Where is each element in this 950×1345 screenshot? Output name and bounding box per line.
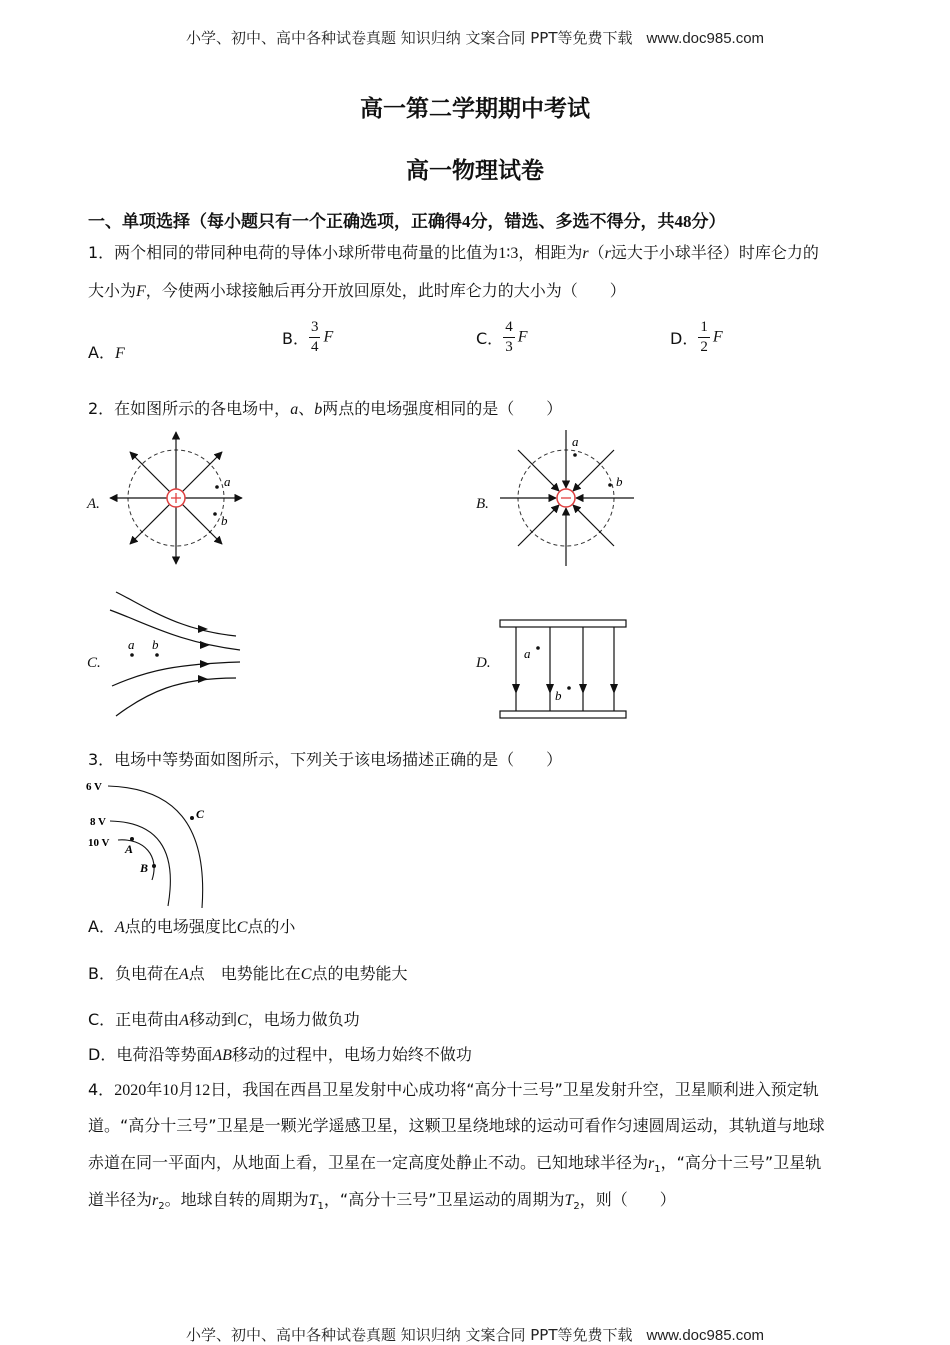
q4-subscript: 1 <box>317 1201 324 1213</box>
q2-var-a: a <box>290 401 299 418</box>
option-label: D． <box>670 329 699 348</box>
q4-subscript: 2 <box>573 1201 580 1213</box>
figure-d-parallel-plates <box>496 616 632 722</box>
point-b <box>608 483 612 487</box>
q1-text: 远大于小球半径）时库仑力的 <box>610 243 819 262</box>
point-b-label: b <box>616 474 623 489</box>
q4-year: 2020 <box>114 1082 147 1099</box>
q1-option-c[interactable] <box>476 318 527 357</box>
q4-text: 月 <box>178 1080 195 1099</box>
option-text: C．正电荷由 <box>88 1010 180 1029</box>
option-text: 点的电势能大 <box>311 964 408 983</box>
figure-b-negative-charge <box>500 428 640 568</box>
q1-var-F: F <box>136 283 146 300</box>
point-b-label: b <box>555 688 562 703</box>
section-text-2: 分，错选、多选不得分，共 <box>470 212 675 232</box>
option-text: A． <box>88 917 115 936</box>
q2-figure-b-label[interactable]: B. <box>476 496 489 512</box>
denominator: 4 <box>310 339 319 355</box>
point-a <box>130 653 134 657</box>
q2-figure-a-label[interactable]: A. <box>87 496 100 512</box>
fraction <box>698 318 710 357</box>
q3-stem: 3．电场中等势面如图所示，下列关于该电场描述正确的是（ ） <box>88 750 563 769</box>
q4-var-r1: r <box>648 1155 655 1172</box>
q1-text: ，相距为 <box>518 243 583 262</box>
point-A-label: A <box>125 842 134 856</box>
point-b <box>213 512 217 516</box>
point-C-label: C <box>196 807 205 821</box>
banner-url[interactable]: www.doc985.com <box>646 1327 765 1344</box>
q4-var-r2: r <box>152 1192 159 1209</box>
option-text: 移动到 <box>188 1010 237 1029</box>
section-points-each: 4 <box>462 212 471 231</box>
q1-option-b[interactable] <box>282 318 333 357</box>
q4-month: 10 <box>162 1082 179 1099</box>
top-banner <box>0 27 950 48</box>
q2-stem <box>88 398 562 421</box>
point-a-label: a <box>524 646 531 661</box>
option-value: F <box>114 345 125 362</box>
q1-line1 <box>88 242 819 265</box>
section-heading <box>88 207 726 232</box>
option-text: B．负电荷在 <box>88 964 179 983</box>
q2-figure-d-label[interactable]: D. <box>476 655 491 671</box>
q4-var-T1: T <box>308 1192 318 1209</box>
section-text-1: 一、单项选择（每小题只有一个正确选项，正确得 <box>88 212 462 232</box>
bottom-plate <box>500 711 626 718</box>
option-label: A． <box>88 343 115 362</box>
q4-text: ，则（ ） <box>579 1190 676 1209</box>
q1-var-r: r <box>604 245 611 262</box>
option-value: F <box>517 328 528 346</box>
label-8v: 8 V <box>90 816 106 828</box>
option-text: 点 电势能比在 <box>188 964 301 983</box>
option-var: C <box>236 1012 248 1029</box>
q3-option-a[interactable] <box>88 916 295 939</box>
option-value: F <box>712 328 723 346</box>
fraction <box>309 318 321 357</box>
q4-subscript: 2 <box>158 1201 165 1213</box>
arrowheads <box>198 625 210 683</box>
q4-line4 <box>88 1189 676 1218</box>
label-10v: 10 V <box>88 837 110 849</box>
option-var: C <box>236 919 248 936</box>
field-lines <box>516 627 614 711</box>
q1-ratio: 1∶3 <box>498 245 519 262</box>
arrowheads <box>512 684 618 694</box>
point-a <box>215 485 219 489</box>
field-lines <box>110 592 240 716</box>
exam-subtitle: 高一物理试卷 <box>406 158 544 184</box>
option-label: B． <box>282 329 309 348</box>
q4-text: ，“高分十三号”卫星运动的周期为 <box>323 1190 565 1209</box>
figure-c-diverging-field <box>108 588 248 722</box>
top-plate <box>500 620 626 627</box>
q4-subscript: 1 <box>654 1164 661 1176</box>
figure-q3-equipotentials <box>84 776 214 911</box>
q4-text: 4． <box>88 1080 115 1099</box>
numerator: 3 <box>310 319 319 335</box>
q1-text: ，今使两小球接触后再分开放回原处，此时库仑力的大小为（ ） <box>145 281 626 300</box>
q2-text: 、 <box>298 399 315 418</box>
q1-line2 <box>88 280 626 303</box>
option-text: 移动的过程中，电场力始终不做功 <box>231 1045 472 1064</box>
numerator: 1 <box>700 319 708 335</box>
option-text: D．电荷沿等势面 <box>88 1045 213 1064</box>
label-6v: 6 V <box>86 781 102 793</box>
fraction <box>503 318 515 357</box>
point-a-label: a <box>224 474 231 489</box>
q2-text: 2．在如图所示的各电场中， <box>88 399 291 418</box>
q1-option-d[interactable] <box>670 318 723 357</box>
q3-option-d[interactable] <box>88 1044 472 1067</box>
q1-text: （ <box>588 243 605 262</box>
q4-line1 <box>88 1079 819 1102</box>
denominator: 3 <box>505 339 513 355</box>
point-a <box>573 453 577 457</box>
q4-line3 <box>88 1152 821 1181</box>
q4-text: 赤道在同一平面内，从地面上看，卫星在一定高度处静止不动。已知地球半径为 <box>88 1153 649 1172</box>
q1-var-r: r <box>582 245 589 262</box>
q4-line2: 道。“高分十三号”卫星是一颗光学遥感卫星，这颗卫星绕地球的运动可看作匀速圆周运动，其轨道与地球 <box>88 1116 825 1135</box>
point-a <box>536 646 540 650</box>
point-B <box>152 864 156 868</box>
numerator: 4 <box>505 319 513 335</box>
q1-option-a[interactable] <box>88 340 125 363</box>
option-text: 点的电场强度比 <box>124 917 237 936</box>
q2-figure-c-label[interactable]: C. <box>87 655 101 671</box>
banner-text: 小学、初中、高中各种试卷真题 知识归纳 文案合同 PPT等免费下载 <box>185 1326 633 1344</box>
option-text: 点的小 <box>247 917 296 936</box>
option-var: A <box>114 919 125 936</box>
point-C <box>190 816 194 820</box>
point-b <box>155 653 159 657</box>
point-A <box>130 837 134 841</box>
q4-text: 道半径为 <box>88 1190 153 1209</box>
q4-var-T2: T <box>564 1192 574 1209</box>
q3-option-c[interactable] <box>88 1009 360 1032</box>
banner-text: 小学、初中、高中各种试卷真题 知识归纳 文案合同 PPT等免费下载 <box>185 29 633 47</box>
point-B-label: B <box>140 861 149 875</box>
option-var: A <box>178 966 189 983</box>
option-var: A <box>179 1012 189 1029</box>
exam-title: 高一第二学期期中考试 <box>360 96 590 122</box>
q3-option-b[interactable] <box>88 963 407 986</box>
point-b <box>567 686 571 690</box>
point-a-label: a <box>128 637 135 652</box>
q1-text: 1．两个相同的带同种电荷的导体小球所带电荷量的比值为 <box>88 243 499 262</box>
section-text-3: 分） <box>691 212 726 232</box>
q4-text: 。地球自转的周期为 <box>164 1190 309 1209</box>
option-text: ，电场力做负功 <box>247 1010 360 1029</box>
q4-text: 年 <box>146 1080 163 1099</box>
point-b-label: b <box>152 637 159 652</box>
option-value: F <box>323 328 334 346</box>
equipotential-lines <box>108 786 203 908</box>
q4-text: 日，我国在西昌卫星发射中心成功将“高分十三号”卫星发射升空，卫星顺利进入预定轨 <box>210 1080 819 1099</box>
denominator: 2 <box>700 339 708 355</box>
option-var: C <box>300 966 312 983</box>
banner-url[interactable]: www.doc985.com <box>646 30 765 47</box>
figure-a-positive-charge <box>100 430 250 570</box>
option-var: AB <box>212 1047 232 1064</box>
q2-text: 两点的电场强度相同的是（ ） <box>322 399 563 418</box>
bottom-banner <box>0 1324 950 1345</box>
q2-var-b: b <box>314 401 323 418</box>
q1-text: 大小为 <box>88 281 137 300</box>
q4-text: ，“高分十三号”卫星轨 <box>660 1153 822 1172</box>
section-points-total: 48 <box>674 212 692 231</box>
point-b-label: b <box>221 513 228 528</box>
option-label: C． <box>476 329 504 348</box>
q4-day: 12 <box>194 1082 211 1099</box>
point-a-label: a <box>572 434 579 449</box>
